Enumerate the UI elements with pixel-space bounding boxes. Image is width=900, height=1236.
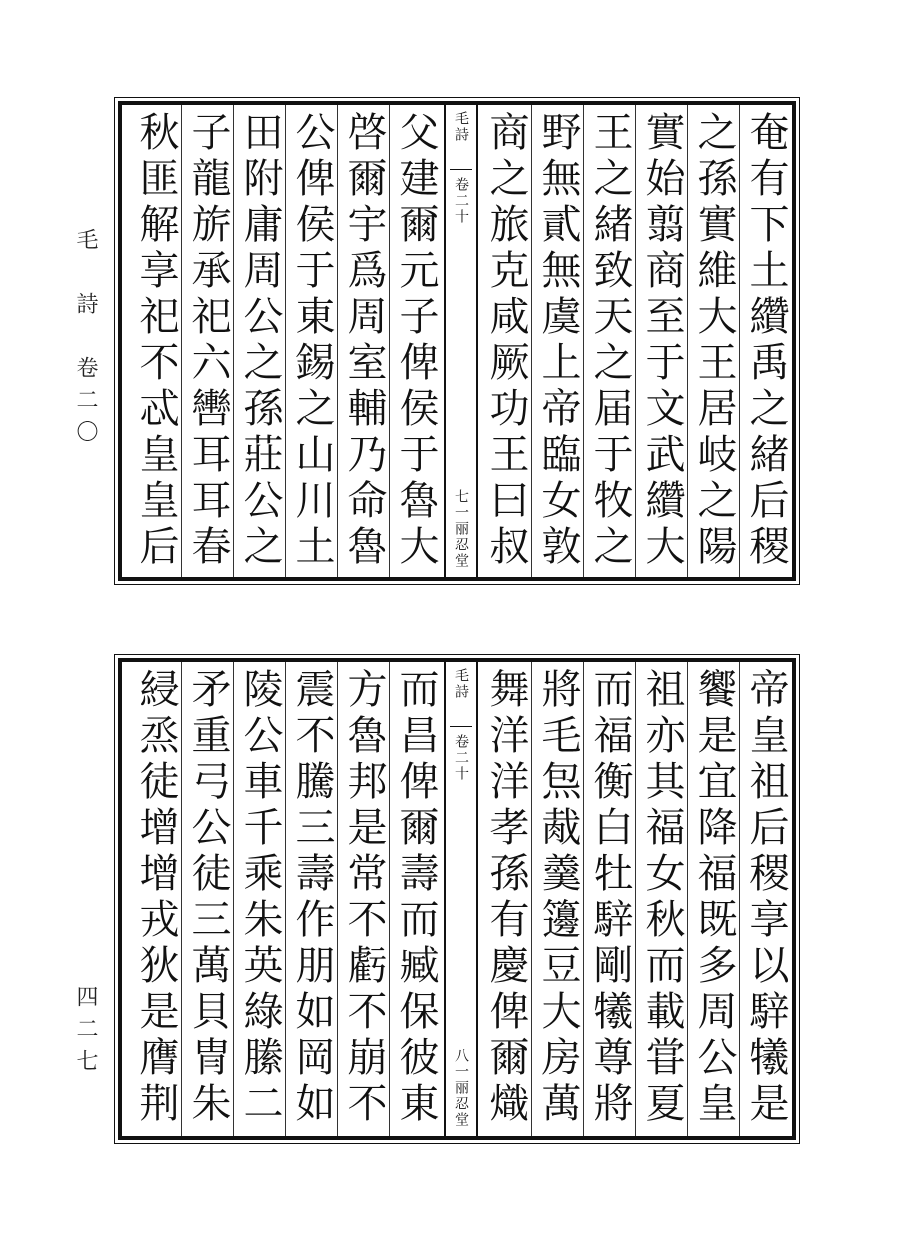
- text-column: 祖亦其福女秋而載甞夏: [639, 668, 685, 1128]
- text-column: 實始翦商至于文武纘大: [639, 111, 685, 571]
- text-column: 綅烝徒增增戎狄是膺荆: [133, 668, 179, 1128]
- text-column: 陵公車千乘朱英綠縢二: [237, 668, 283, 1128]
- top-text-block: [118, 101, 796, 581]
- text-column: 父建爾元子俾侯于魯大: [393, 111, 439, 571]
- fold-title: 毛詩: [453, 668, 469, 700]
- text-column: 田附庸周公之孫莊公之: [237, 111, 283, 571]
- text-column: 將毛炰胾羹籩豆大房萬: [535, 668, 581, 1128]
- text-column: 饗是宜降福既多周公皇: [691, 668, 737, 1128]
- text-column: 商之旅克咸厥功王曰叔: [483, 111, 529, 571]
- text-column: 王之緒致天之届于牧之: [587, 111, 633, 571]
- text-column: 震不騰三壽作朋如岡如: [289, 668, 335, 1128]
- text-column: 子龍旂承祀六轡耳耳春: [185, 111, 231, 571]
- text-column: 公俾侯于東錫之山川土: [289, 111, 335, 571]
- bottom-text-block: [118, 658, 796, 1140]
- text-column: 而福衡白牡騂剛犧尊將: [587, 668, 633, 1128]
- text-column: 啓爾宇爲周室輔乃命魯: [341, 111, 387, 571]
- text-column: 而昌俾爾壽而臧保彼東: [393, 668, 439, 1128]
- fold-volume: 卷二十: [453, 177, 469, 225]
- text-column: 矛重弓公徒三萬貝冑朱: [185, 668, 231, 1128]
- fold-leaf-number: 八一丽忍堂: [453, 1048, 469, 1128]
- text-column: 帝皇祖后稷享以騂犧是: [743, 668, 789, 1128]
- volume-title: 毛 詩 卷二〇: [73, 228, 98, 452]
- text-column: 方魯邦是常不虧不崩不: [341, 668, 387, 1128]
- text-column: 奄有下土纘禹之緒后稷: [743, 111, 789, 571]
- text-column: 秋匪解享祀不忒皇皇后: [133, 111, 179, 571]
- fold-title: 毛詩: [453, 111, 469, 143]
- page-number: 四二七: [73, 985, 98, 1081]
- center-fold-column: [444, 105, 478, 577]
- fold-leaf-number: 七一丽忍堂: [453, 489, 469, 569]
- text-column: 之孫實維大王居岐之陽: [691, 111, 737, 571]
- center-fold-column: [444, 662, 478, 1136]
- text-column: 舞洋洋孝孫有慶俾爾熾: [483, 668, 529, 1128]
- text-column: 野無貳無虞上帝臨女敦: [535, 111, 581, 571]
- fold-volume: 卷二十: [453, 734, 469, 782]
